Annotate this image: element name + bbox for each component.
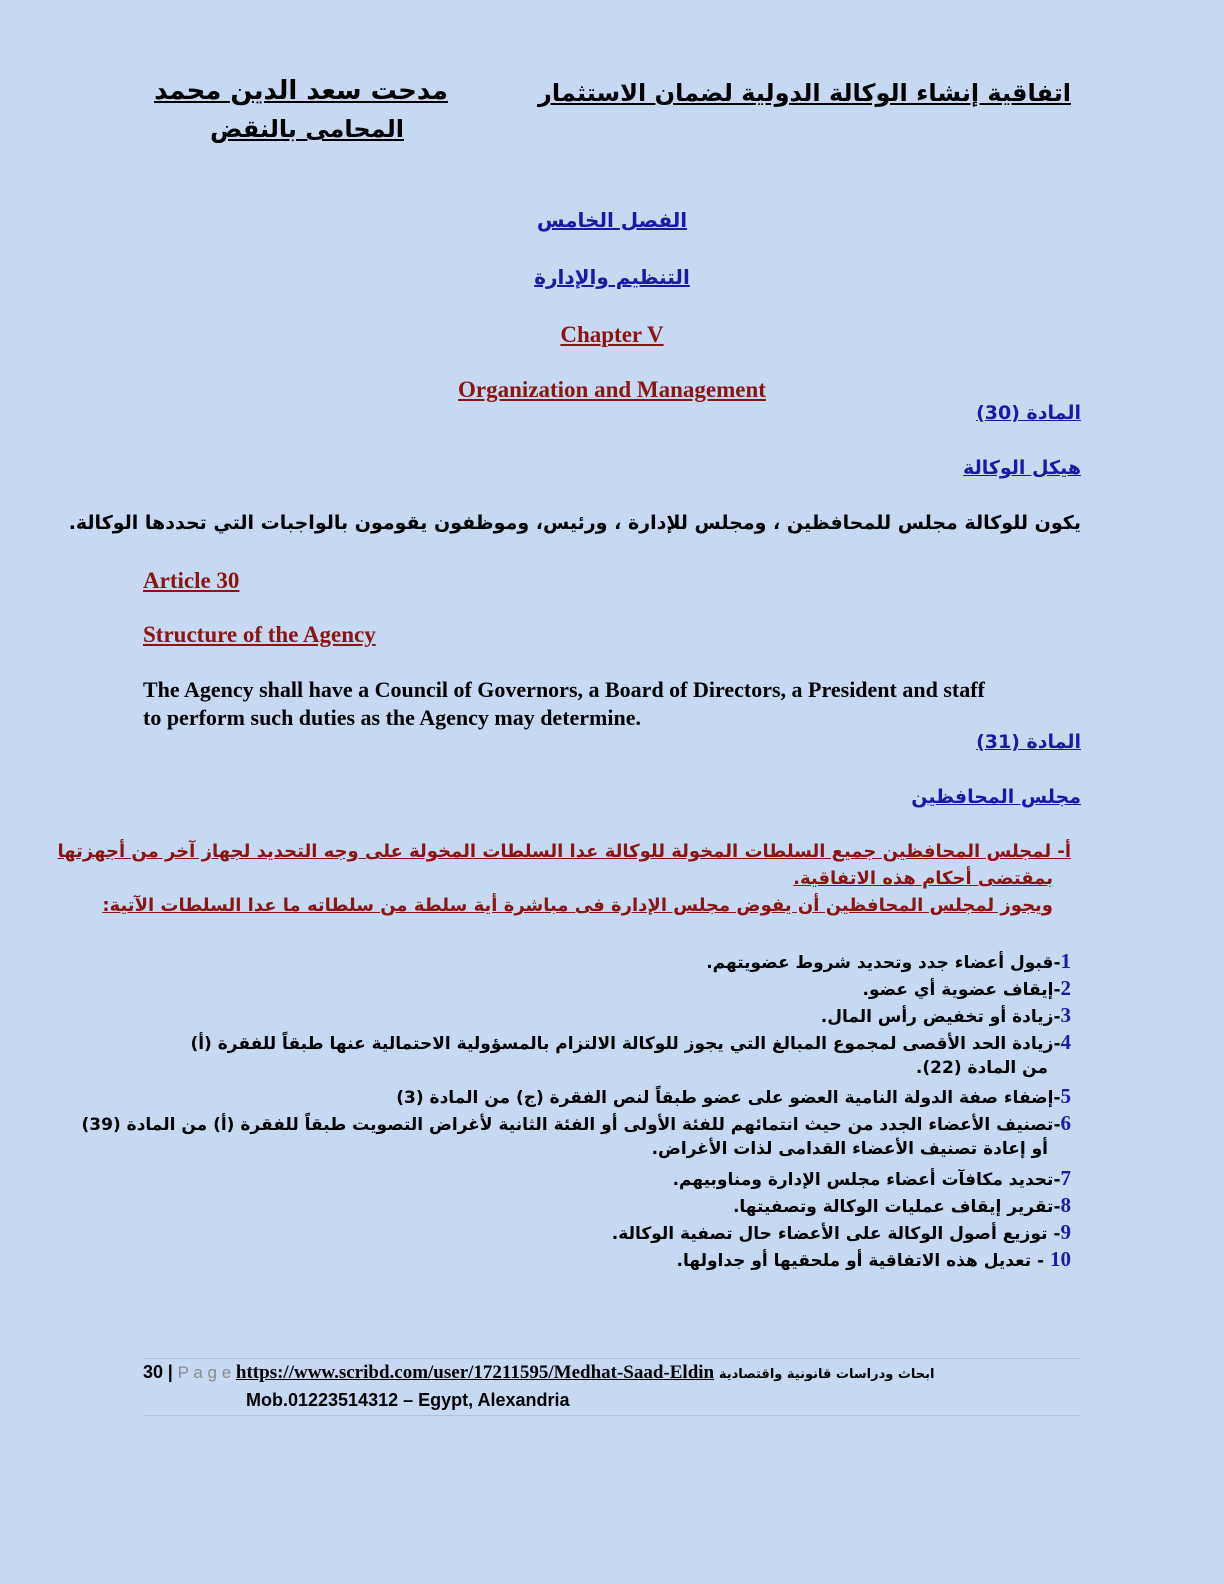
list-item-separator: - <box>1053 1197 1061 1217</box>
list-item-separator: - <box>1053 1007 1061 1027</box>
list-item-separator: - <box>1053 1115 1061 1135</box>
list-item <box>706 948 1071 977</box>
article30-ar-heading: المادة (30) <box>976 402 1081 424</box>
list-item-separator: - <box>1053 1034 1061 1054</box>
author-role: المحامى بالنقض <box>210 115 404 143</box>
list-item-separator: - <box>1053 1088 1061 1108</box>
footer-contact: Mob.01223514312 – Egypt, Alexandria <box>246 1390 570 1410</box>
page-separator: | <box>167 1362 173 1382</box>
article31-para-a-line1: أ- لمجلس المحافظين جميع السلطات المخولة للوكالة عدا السلطات المخولة على وجه التحديد لجهاز آخر من أجهزتها <box>57 841 1071 862</box>
page-label: P a g e <box>177 1363 232 1382</box>
author-name: مدحت سعد الدين محمد <box>154 76 448 106</box>
list-item-text: إضفاء صفة الدولة النامية العضو على عضو طبقاً لنص الفقرة (ج) من المادة (3) <box>396 1088 1054 1108</box>
list-item-number: 4 <box>1060 1030 1071 1054</box>
list-item-text: إيقاف عضوية أي عضو. <box>862 980 1054 1000</box>
list-item <box>396 1083 1071 1112</box>
article30-ar-title: هيكل الوكالة <box>963 457 1081 479</box>
list-item-number: 2 <box>1060 976 1071 1000</box>
footer-bottom-divider <box>143 1415 1081 1416</box>
list-item-separator: - <box>1053 953 1061 973</box>
list-item-text: زيادة أو تخفيض رأس المال. <box>820 1007 1054 1027</box>
footer-top-divider <box>143 1358 1081 1359</box>
list-item-text: تعديل هذه الاتفاقية أو ملحقيها أو جداولها. <box>676 1251 1032 1271</box>
list-item-separator: - <box>1053 980 1061 1000</box>
list-item-text: تحديد مكافآت أعضاء مجلس الإدارة ومناوبيهم. <box>672 1170 1054 1190</box>
article30-en-text-line2: to perform such duties as the Agency may determine. <box>143 705 641 730</box>
article30-en-text-line1: The Agency shall have a Council of Governors, a Board of Directors, a President and staff <box>143 677 985 702</box>
article30-ar-text: يكون للوكالة مجلس للمحافظين ، ومجلس للإدارة ، ورئيس، وموظفون يقومون بالواجبات التي تحددها الوكالة. <box>68 512 1081 534</box>
chapter-ar-title: الفصل الخامس <box>536 208 688 232</box>
article31-para-a-line3: ويجوز لمجلس المحافظين أن يفوض مجلس الإدارة فى مباشرة أية سلطة من سلطاته ما عدا السلطات الآتية: <box>102 895 1053 916</box>
list-item <box>190 1029 1071 1058</box>
list-item <box>863 975 1072 1004</box>
list-item-number: 9 <box>1060 1220 1071 1244</box>
list-item <box>821 1002 1071 1031</box>
list-item <box>677 1246 1071 1275</box>
list-item-text: قبول أعضاء جدد وتحديد شروط عضويتهم. <box>706 953 1054 973</box>
article31-ar-title: مجلس المحافظين <box>911 786 1081 808</box>
article31-ar-heading: المادة (31) <box>976 731 1081 753</box>
chapter-ar-subtitle: التنظيم والإدارة <box>534 265 690 289</box>
list-item-text: تقرير إيقاف عمليات الوكالة وتصفيتها. <box>732 1197 1054 1217</box>
list-item <box>612 1219 1071 1248</box>
list-item-separator: - <box>1031 1251 1050 1271</box>
list-item-number: 10 <box>1050 1247 1071 1271</box>
list-item-number: 7 <box>1060 1166 1071 1190</box>
list-item-continuation: أو إعادة تصنيف الأعضاء القدامى لذات الأغراض. <box>651 1139 1048 1159</box>
list-item-text: توزيع أصول الوكالة على الأعضاء حال تصفية الوكالة. <box>611 1224 1048 1244</box>
page-number: 30 <box>143 1362 164 1382</box>
article30-en-heading: Article 30 <box>143 568 240 593</box>
list-item-text: تصنيف الأعضاء الجدد من حيث انتمائهم للفئة الأولى أو الفئة الثانية لأغراض التصويت طبقاً للفقرة (أ) من المادة (39) <box>81 1115 1054 1135</box>
list-item-text: زيادة الحد الأقصى لمجموع المبالغ التي يجوز للوكالة الالتزام بالمسؤولية الاحتمالية عنها طبقاً للفقرة (أ) <box>190 1034 1054 1054</box>
list-item-number: 8 <box>1060 1193 1071 1217</box>
document-title: اتفاقية إنشاء الوكالة الدولية لضمان الاستثمار <box>538 79 1071 107</box>
list-item-number: 1 <box>1060 949 1071 973</box>
article31-para-a-line2: بمقتضى أحكام هذه الاتفاقية. <box>793 868 1053 889</box>
chapter-en-subtitle: Organization and Management <box>458 377 766 402</box>
list-item <box>733 1192 1071 1221</box>
list-item-separator: - <box>1047 1224 1061 1244</box>
list-item-continuation: من المادة (22). <box>915 1058 1048 1078</box>
footer-ar-text: ابحاث ودراسات قانونية واقتصادية <box>718 1367 935 1382</box>
list-item-number: 3 <box>1060 1003 1071 1027</box>
footer-link[interactable]: https://www.scribd.com/user/17211595/Medhat-Saad-Eldin <box>235 1362 715 1383</box>
list-item <box>82 1110 1071 1139</box>
list-item-separator: - <box>1053 1170 1061 1190</box>
footer <box>143 1362 935 1384</box>
chapter-en-title: Chapter V <box>560 322 664 347</box>
list-item-number: 6 <box>1060 1111 1071 1135</box>
list-item <box>673 1165 1071 1194</box>
list-item-number: 5 <box>1060 1084 1071 1108</box>
article30-en-title: Structure of the Agency <box>143 622 376 647</box>
